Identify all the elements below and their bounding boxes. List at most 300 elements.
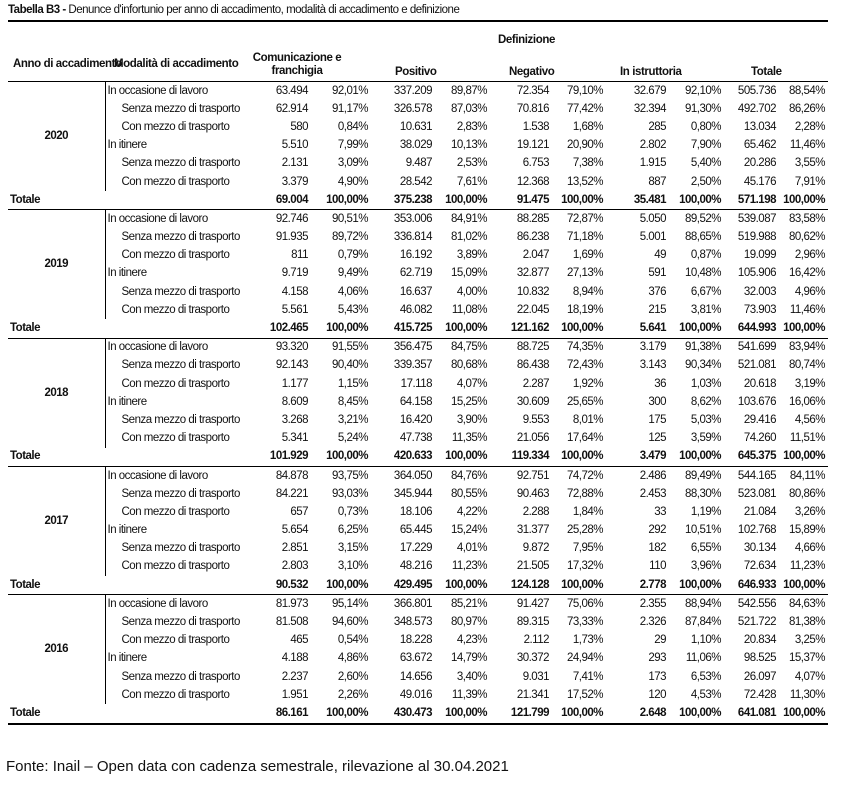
table-row [8,668,828,686]
table-row [8,411,828,429]
value-cell: 85,21% [450,597,487,610]
value-cell: 31.377 [516,524,549,537]
value-cell: 2,96% [794,249,825,262]
row-label-total: Totale [8,704,255,723]
value-cell: 30.134 [743,542,776,555]
row-label: Senza mezzo di trasporto [121,542,240,555]
value-cell: 18,19% [566,303,603,316]
table-row [8,265,828,283]
value-cell: 80,74% [788,359,825,372]
value-cell: 73,33% [566,616,603,629]
value-cell: 81.508 [275,616,308,629]
value-cell: 3,15% [337,542,368,555]
value-cell: 887 [648,175,666,188]
value-cell: 4,56% [794,413,825,426]
value-cell: 84,75% [450,341,487,354]
value-cell: 16,06% [788,395,825,408]
value-cell: 73.903 [743,303,776,316]
table-row [8,522,828,540]
value-cell: 18.106 [399,505,432,518]
value-cell: 356.475 [393,341,432,354]
value-cell: 21.056 [516,432,549,445]
value-cell: 92,01% [331,84,368,97]
value-cell: 2,83% [456,120,487,133]
value-cell: 4,66% [794,542,825,555]
value-cell: 3,40% [456,670,487,683]
value-cell: 4,90% [337,175,368,188]
value-cell: 80,55% [450,487,487,500]
value-cell: 5.561 [281,303,308,316]
row-label: Con mezzo di trasporto [121,120,230,133]
table-row [8,558,828,576]
value-cell: 16.637 [399,285,432,298]
value-cell: 353.006 [393,212,432,225]
value-cell: 84,91% [450,212,487,225]
value-cell: 100,00% [311,319,371,338]
value-cell: 38.029 [399,139,432,152]
value-cell: 1.538 [522,120,549,133]
value-cell: 47.738 [399,432,432,445]
value-cell: 429.495 [371,576,435,595]
value-cell: 71,18% [566,231,603,244]
value-cell: 88,54% [788,84,825,97]
value-cell: 645.375 [724,448,779,467]
table-row-total [8,704,828,723]
value-cell: 81.973 [275,597,308,610]
value-cell: 72.354 [516,84,549,97]
value-cell: 93,75% [331,469,368,482]
value-cell: 292 [648,524,666,537]
row-label: Senza mezzo di trasporto [121,231,240,244]
value-cell: 2.237 [281,670,308,683]
value-cell: 21.084 [743,505,776,518]
row-label: Senza mezzo di trasporto [121,487,240,500]
row-label-total: Totale [8,576,255,595]
value-cell: 72.428 [743,688,776,701]
value-cell: 92.751 [516,469,549,482]
value-cell: 100,00% [779,576,828,595]
table-row [8,301,828,319]
value-cell: 100,00% [669,319,724,338]
row-label: In itinere [107,267,147,280]
value-cell: 14,79% [450,652,487,665]
table-title [8,4,459,16]
value-cell: 86.238 [516,231,549,244]
value-cell: 21.341 [516,688,549,701]
value-cell: 3.268 [281,413,308,426]
value-cell: 2.131 [281,157,308,170]
data-table-container [8,82,828,725]
value-cell: 101.929 [255,448,311,467]
value-cell: 11,23% [451,560,487,573]
value-cell: 13.034 [743,120,776,133]
row-label: Senza mezzo di trasporto [121,157,240,170]
value-cell: 89,72% [331,231,368,244]
value-cell: 120 [648,688,666,701]
value-cell: 6.753 [522,157,549,170]
value-cell: 91.935 [275,231,308,244]
value-cell: 6,67% [690,285,721,298]
value-cell: 100,00% [669,576,724,595]
value-cell: 16,42% [788,267,825,280]
value-cell: 100,00% [311,576,371,595]
value-cell: 2,60% [337,670,368,683]
value-cell: 539.087 [737,212,776,225]
value-cell: 1,84% [572,505,603,518]
value-cell: 7,90% [690,139,721,152]
value-cell: 1.177 [281,377,308,390]
value-cell: 8.609 [281,395,308,408]
value-cell: 91,17% [331,102,368,115]
row-label: In itinere [107,139,147,152]
value-cell: 2.288 [522,505,549,518]
value-cell: 5.050 [639,212,666,225]
value-cell: 11,46% [789,139,825,152]
table-body [8,82,828,724]
row-label: Con mezzo di trasporto [121,175,230,188]
value-cell: 36 [654,377,666,390]
table-row [8,82,828,100]
value-cell: 91,55% [331,341,368,354]
row-label: Senza mezzo di trasporto [121,670,240,683]
value-cell: 80,68% [450,359,487,372]
value-cell: 182 [648,542,666,555]
row-label: Con mezzo di trasporto [121,303,230,316]
value-cell: 2.778 [606,576,669,595]
table-row-total [8,576,828,595]
value-cell: 100,00% [552,191,606,210]
value-cell: 3.179 [639,341,666,354]
value-cell: 90.532 [255,576,311,595]
value-cell: 4,22% [456,505,487,518]
value-cell: 8,94% [572,285,603,298]
value-cell: 9.487 [405,157,432,170]
value-cell: 86.161 [255,704,311,723]
value-cell: 100,00% [552,448,606,467]
value-cell: 16.192 [399,249,432,262]
value-cell: 29 [654,634,666,647]
value-cell: 2.851 [281,542,308,555]
value-cell: 285 [648,120,666,133]
value-cell: 415.725 [371,319,435,338]
value-cell: 5.510 [281,139,308,152]
value-cell: 430.473 [371,704,435,723]
value-cell: 2.648 [606,704,669,723]
value-cell: 70.816 [516,102,549,115]
row-label: In occasione di lavoro [107,469,208,482]
table-row [8,338,828,357]
top-rule [8,20,828,22]
value-cell: 7,38% [572,157,603,170]
value-cell: 0,79% [337,249,368,262]
value-cell: 3,25% [794,634,825,647]
value-cell: 4,06% [337,285,368,298]
value-cell: 375.238 [371,191,435,210]
value-cell: 29.416 [743,413,776,426]
value-cell: 3,19% [794,377,825,390]
value-cell: 24,94% [566,652,603,665]
value-cell: 105.906 [737,267,776,280]
value-cell: 17.229 [399,542,432,555]
value-cell: 364.050 [393,469,432,482]
value-cell: 0,73% [337,505,368,518]
row-label: In itinere [107,652,147,665]
value-cell: 7,61% [456,175,487,188]
value-cell: 337.209 [393,84,432,97]
year-cell: 2019 [8,210,105,320]
value-cell: 90,40% [331,359,368,372]
value-cell: 100,00% [779,448,828,467]
value-cell: 1,69% [572,249,603,262]
value-cell: 74.260 [743,432,776,445]
value-cell: 5,03% [690,413,721,426]
row-label: In occasione di lavoro [107,84,208,97]
value-cell: 98.525 [743,652,776,665]
value-cell: 348.573 [393,616,432,629]
value-cell: 86,26% [788,102,825,115]
value-cell: 100,00% [435,576,490,595]
table-code: Tabella B3 - [8,4,66,16]
value-cell: 10,48% [684,267,721,280]
table-row [8,485,828,503]
value-cell: 0,80% [690,120,721,133]
value-cell: 95,14% [331,597,368,610]
row-label: Con mezzo di trasporto [121,505,230,518]
value-cell: 345.944 [393,487,432,500]
value-cell: 641.081 [724,704,779,723]
table-row [8,595,828,614]
value-cell: 19.121 [516,139,549,152]
value-cell: 6,55% [690,542,721,555]
value-cell: 544.165 [737,469,776,482]
value-cell: 11,46% [789,303,825,316]
value-cell: 26.097 [743,670,776,683]
value-cell: 11,30% [789,688,825,701]
row-label-total: Totale [8,319,255,338]
value-cell: 9.872 [522,542,549,555]
value-cell: 15,37% [788,652,825,665]
value-cell: 100,00% [435,704,490,723]
table-row [8,540,828,558]
value-cell: 293 [648,652,666,665]
value-cell: 11,08% [451,303,487,316]
value-cell: 5,24% [337,432,368,445]
row-label-total: Totale [8,448,255,467]
value-cell: 87,84% [684,616,721,629]
value-cell: 2.287 [522,377,549,390]
value-cell: 3,55% [794,157,825,170]
value-cell: 571.198 [724,191,779,210]
header-totale: Totale [751,66,782,78]
value-cell: 523.081 [737,487,776,500]
value-cell: 110 [649,560,666,573]
value-cell: 27,13% [566,267,603,280]
value-cell: 4,23% [456,634,487,647]
value-cell: 84.878 [275,469,308,482]
data-table [8,82,828,725]
row-label: Senza mezzo di trasporto [121,616,240,629]
value-cell: 15,89% [788,524,825,537]
value-cell: 0,87% [690,249,721,262]
value-cell: 2,53% [456,157,487,170]
value-cell: 84,76% [450,469,487,482]
value-cell: 81,38% [788,616,825,629]
value-cell: 3,81% [690,303,721,316]
value-cell: 79,10% [566,84,603,97]
value-cell: 94,60% [331,616,368,629]
row-label: In itinere [107,524,147,537]
value-cell: 11,06% [685,652,721,665]
header-negativo: Negativo [509,66,555,78]
value-cell: 3,90% [456,413,487,426]
row-label: In occasione di lavoro [107,212,208,225]
value-cell: 119.334 [490,448,552,467]
value-cell: 326.578 [393,102,432,115]
value-cell: 16.420 [399,413,432,426]
value-cell: 64.158 [399,395,432,408]
value-cell: 7,99% [337,139,368,152]
row-label: Con mezzo di trasporto [121,634,230,647]
header-comunicazione [252,52,342,78]
value-cell: 1.915 [639,157,666,170]
table-row [8,137,828,155]
value-cell: 8,01% [572,413,603,426]
header-anno: Anno di accadimento [13,58,122,70]
value-cell: 521.722 [737,616,776,629]
value-cell: 18.228 [399,634,432,647]
value-cell: 2,26% [337,688,368,701]
value-cell: 93,03% [331,487,368,500]
header-definizione: Definizione [498,34,555,46]
value-cell: 3,26% [794,505,825,518]
value-cell: 89,52% [684,212,721,225]
value-cell: 5.341 [281,432,308,445]
value-cell: 25,65% [566,395,603,408]
value-cell: 9.553 [522,413,549,426]
table-row-total [8,319,828,338]
value-cell: 63.494 [275,84,308,97]
table-row [8,100,828,118]
value-cell: 100,00% [435,448,490,467]
value-cell: 121.799 [490,704,552,723]
value-cell: 102.768 [737,524,776,537]
table-row [8,393,828,411]
value-cell: 25,28% [566,524,603,537]
value-cell: 102.465 [255,319,311,338]
value-cell: 1,92% [572,377,603,390]
value-cell: 100,00% [435,319,490,338]
value-cell: 3,21% [337,413,368,426]
table-row [8,357,828,375]
table-row-total [8,448,828,467]
row-label: In occasione di lavoro [107,341,208,354]
value-cell: 4,86% [337,652,368,665]
value-cell: 6,25% [337,524,368,537]
value-cell: 2.803 [281,560,308,573]
table-row [8,283,828,301]
row-label: Con mezzo di trasporto [121,249,230,262]
table-row [8,247,828,265]
table-row [8,229,828,247]
value-cell: 3,89% [456,249,487,262]
value-cell: 91.475 [490,191,552,210]
value-cell: 125 [648,432,666,445]
value-cell: 103.676 [737,395,776,408]
value-cell: 80,86% [788,487,825,500]
value-cell: 10,13% [450,139,487,152]
value-cell: 81,02% [450,231,487,244]
value-cell: 7,91% [794,175,825,188]
value-cell: 84,63% [788,597,825,610]
value-cell: 121.162 [490,319,552,338]
value-cell: 2.453 [639,487,666,500]
value-cell: 1,19% [690,505,721,518]
value-cell: 88,65% [684,231,721,244]
value-cell: 88,94% [684,597,721,610]
value-cell: 88.285 [516,212,549,225]
value-cell: 465 [290,634,308,647]
value-cell: 0,54% [337,634,368,647]
value-cell: 4,07% [794,670,825,683]
value-cell: 3,09% [337,157,368,170]
value-cell: 91,30% [684,102,721,115]
value-cell: 89.315 [516,616,549,629]
value-cell: 2.486 [639,469,666,482]
value-cell: 87,03% [450,102,487,115]
year-cell: 2017 [8,466,105,576]
year-cell: 2016 [8,595,105,705]
table-row [8,466,828,485]
value-cell: 72.634 [743,560,776,573]
value-cell: 1,73% [572,634,603,647]
value-cell: 100,00% [311,704,371,723]
row-label: Senza mezzo di trasporto [121,285,240,298]
row-label: Con mezzo di trasporto [121,432,230,445]
value-cell: 22.045 [516,303,549,316]
value-cell: 92,10% [684,84,721,97]
header-istruttoria: In istruttoria [620,66,682,78]
value-cell: 20.618 [743,377,776,390]
value-cell: 20,90% [566,139,603,152]
value-cell: 92.746 [275,212,308,225]
table-row [8,155,828,173]
table-row [8,632,828,650]
value-cell: 83,94% [788,341,825,354]
value-cell: 2.355 [639,597,666,610]
table-row [8,503,828,521]
value-cell: 90,34% [684,359,721,372]
value-cell: 4,96% [794,285,825,298]
value-cell: 521.081 [737,359,776,372]
value-cell: 519.988 [737,231,776,244]
value-cell: 3,10% [337,560,368,573]
value-cell: 9,49% [337,267,368,280]
value-cell: 100,00% [669,448,724,467]
value-cell: 74,72% [566,469,603,482]
value-cell: 20.834 [743,634,776,647]
value-cell: 10,51% [684,524,721,537]
value-cell: 3.379 [281,175,308,188]
table-row [8,118,828,136]
value-cell: 505.736 [737,84,776,97]
value-cell: 10.631 [399,120,432,133]
value-cell: 17,32% [566,560,603,573]
value-cell: 48.216 [399,560,432,573]
value-cell: 15,25% [450,395,487,408]
value-cell: 92.143 [275,359,308,372]
value-cell: 1.951 [281,688,308,701]
row-label: Senza mezzo di trasporto [121,413,240,426]
